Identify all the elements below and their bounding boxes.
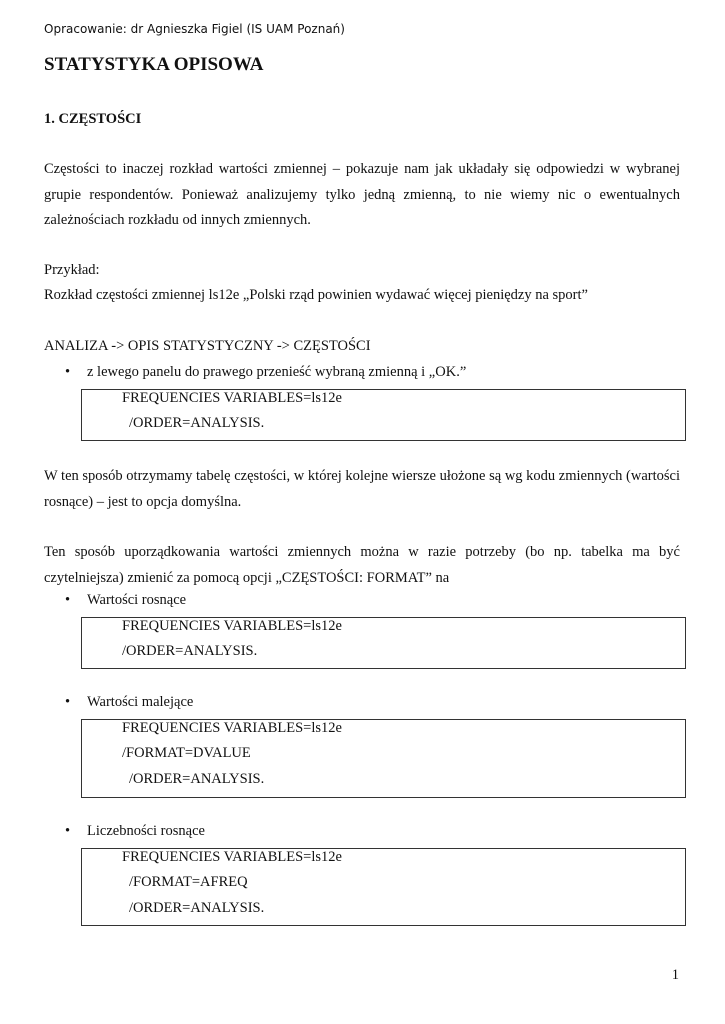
syntax-line: /FORMAT=DVALUE <box>122 745 251 761</box>
syntax-box-ascending-counts <box>81 848 686 926</box>
syntax-line: FREQUENCIES VARIABLES=ls12e <box>122 618 342 634</box>
example-text: Rozkład częstości zmiennej ls12e „Polski rząd powinien wydawać więcej pieniędzy na sport” <box>44 287 588 303</box>
option-ascending-values <box>65 592 186 609</box>
syntax-line: FREQUENCIES VARIABLES=ls12e <box>122 720 342 736</box>
step-bullet-item <box>65 364 466 381</box>
syntax-line: /ORDER=ANALYSIS. <box>129 415 265 431</box>
menu-path: ANALIZA -> OPIS STATYSTYCZNY -> CZĘSTOŚCI <box>44 338 371 354</box>
option-ascending-counts <box>65 823 205 840</box>
example-label: Przykład: <box>44 262 100 278</box>
bullet-marker: • <box>65 592 71 608</box>
syntax-line: /ORDER=ANALYSIS. <box>129 771 265 787</box>
syntax-line: /FORMAT=AFREQ <box>129 874 248 890</box>
intro-paragraph: Częstości to inaczej rozkład wartości zmiennej – pokazuje nam jak układały się odpowiedzi w wybranej grupie respondentów. Ponieważ analizujemy tylko jedną zmienną, to nie wiemy nic o ewentualnych zależnościach rozkładu od innych zmiennych. <box>44 161 680 228</box>
bullet-marker: • <box>65 364 71 380</box>
paragraph-default-order: W ten sposób otrzymamy tabelę częstości, w której kolejne wiersze ułożone są wg kodu zmiennych (wartości rosnące) – jest to opcja domyślna. <box>44 468 680 510</box>
bullet-marker: • <box>65 694 71 710</box>
option-label: Wartości malejące <box>87 694 194 710</box>
page-header: Opracowanie: dr Agnieszka Figiel (IS UAM Poznań) <box>44 22 345 36</box>
option-label: Wartości rosnące <box>87 592 187 608</box>
syntax-line: FREQUENCIES VARIABLES=ls12e <box>122 849 342 865</box>
syntax-line: /ORDER=ANALYSIS. <box>129 900 265 916</box>
section-heading: 1. CZĘSTOŚCI <box>44 111 142 127</box>
option-descending-values <box>65 694 193 711</box>
syntax-box-default <box>81 389 686 441</box>
syntax-box-ascending-values <box>81 617 686 669</box>
syntax-line: FREQUENCIES VARIABLES=ls12e <box>122 390 342 406</box>
syntax-box-descending-values <box>81 719 686 798</box>
step-bullet-text: z lewego panelu do prawego przenieść wybraną zmienną i „OK.” <box>87 364 467 380</box>
page-number: 1 <box>671 967 679 983</box>
paragraph-format-option: Ten sposób uporządkowania wartości zmiennych można w razie potrzeby (bo np. tabelka ma być czytelniejsza) zmienić za pomocą opcji „CZĘSTOŚCI: FORMAT” na <box>44 544 680 586</box>
option-label: Liczebności rosnące <box>87 823 205 839</box>
syntax-line: /ORDER=ANALYSIS. <box>122 643 258 659</box>
bullet-marker: • <box>65 823 71 839</box>
page-title: STATYSTYKA OPISOWA <box>44 54 264 75</box>
